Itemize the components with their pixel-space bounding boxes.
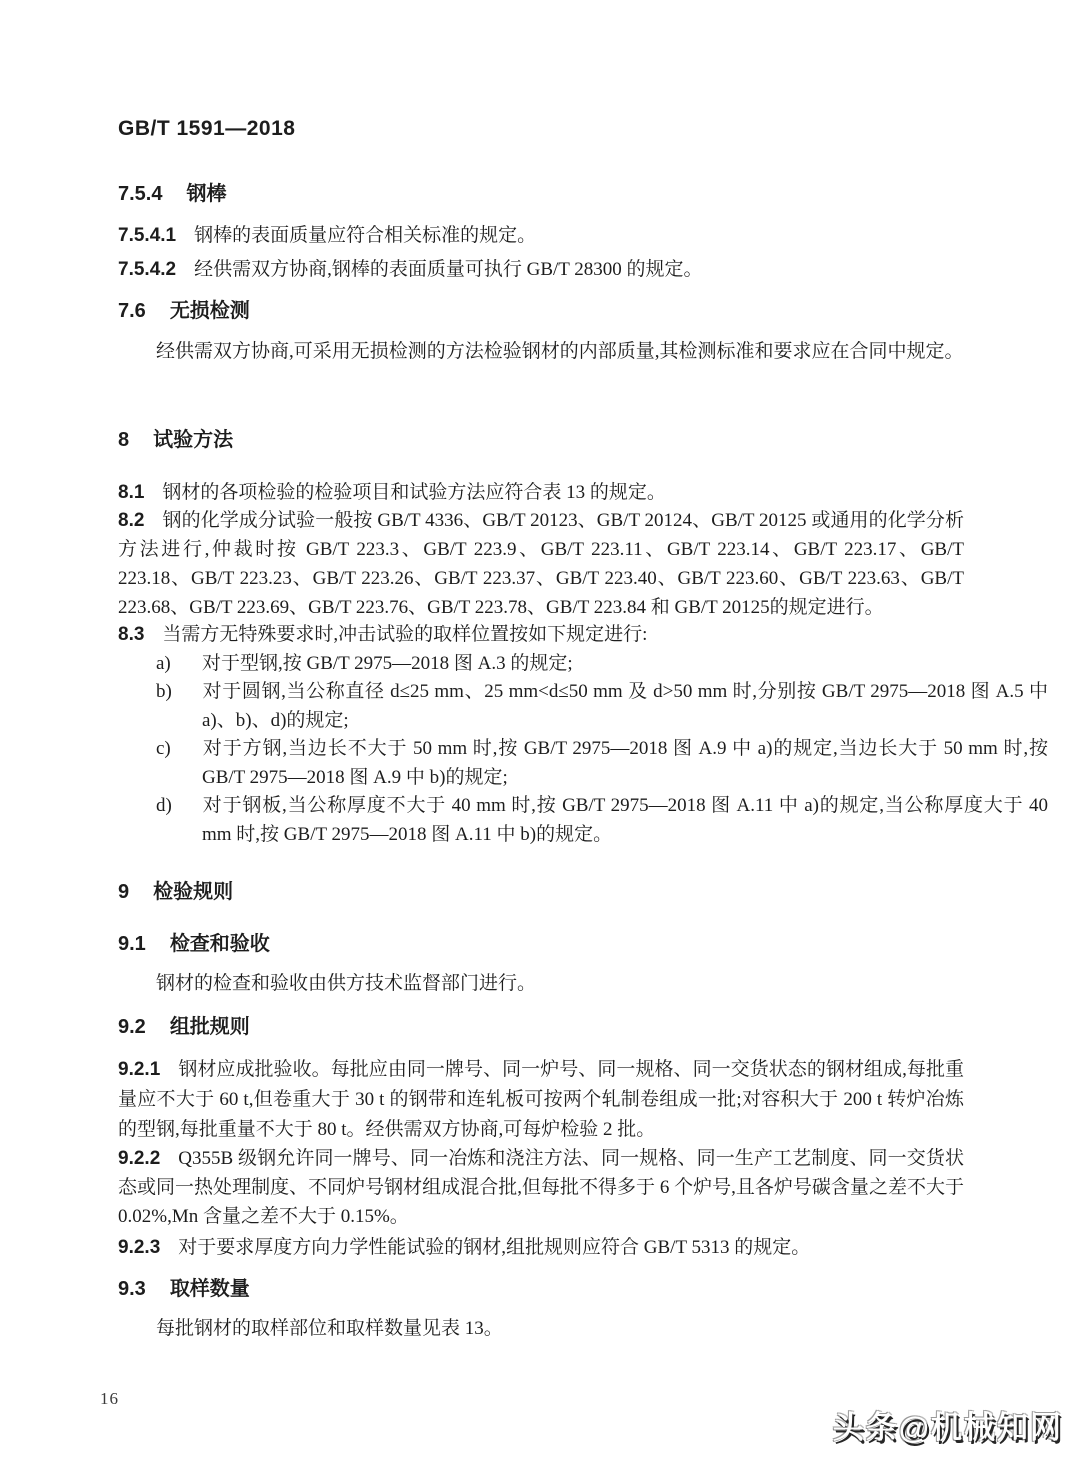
- clause-number: 7.5.4.2: [118, 259, 177, 280]
- clause-text: Q355B 级钢允许同一牌号、同一冶炼和浇注方法、同一规格、同一生产工艺制度、同一交货状态或同一热处理制度、不同炉号钢材组成混合批,但每批不得多于 6 个炉号,且各炉号碳含量之差不大于 0.02%,Mn 含量之差不大于 0.15%。: [118, 1148, 964, 1227]
- clause-text: 钢材的各项检验的检验项目和试验方法应符合表 13 的规定。: [162, 482, 666, 503]
- heading-9: [118, 877, 964, 907]
- heading-7-5-4: [118, 179, 964, 209]
- heading-title: 取样数量: [169, 1278, 250, 1300]
- list-item-text: 对于方钢,当边长不大于 50 mm 时,按 GB/T 2975—2018 图 A.9 中 a)的规定,当边长大于 50 mm 时,按 GB/T 2975—2018 图 A.9 中 b)的规定;: [202, 738, 1048, 788]
- clause-number: 9.2.3: [118, 1237, 161, 1258]
- list-item-text: 对于型钢,按 GB/T 2975—2018 图 A.3 的规定;: [202, 653, 573, 674]
- heading-title: 无损检测: [169, 300, 250, 322]
- clause-8-1: [118, 478, 964, 508]
- heading-title: 组批规则: [169, 1016, 250, 1038]
- clause-number: 9.2.1: [118, 1059, 161, 1080]
- list-item-label: c): [156, 738, 171, 759]
- clause-8-2: [118, 506, 964, 622]
- heading-number: 9.2: [118, 1016, 146, 1038]
- clause-text: 当需方无特殊要求时,冲击试验的取样位置按如下规定进行:: [162, 624, 648, 645]
- clause-8-3: [118, 620, 964, 650]
- clause-text: 对于要求厚度方向力学性能试验的钢材,组批规则应符合 GB/T 5313 的规定。: [178, 1237, 811, 1258]
- clause-9-2-2: [118, 1144, 964, 1231]
- list-item-b: [118, 677, 1048, 735]
- list-item-label: b): [156, 681, 172, 702]
- clause-text: 钢棒的表面质量应符合相关标准的规定。: [194, 225, 537, 246]
- heading-number: 7.5.4: [118, 183, 163, 205]
- clause-number: 8.1: [118, 482, 145, 503]
- standard-number-header: GB/T 1591—2018: [118, 117, 296, 140]
- heading-9-2: [118, 1012, 964, 1042]
- heading-title: 钢棒: [186, 183, 227, 205]
- heading-number: 9.3: [118, 1278, 146, 1300]
- paragraph-9-1: 钢材的检查和验收由供方技术监督部门进行。: [156, 973, 537, 994]
- list-item-label: a): [156, 653, 171, 674]
- page-number: 16: [100, 1389, 119, 1408]
- clause-text: 经供需双方协商,钢棒的表面质量可执行 GB/T 28300 的规定。: [194, 259, 703, 280]
- heading-7-6: [118, 296, 964, 326]
- list-item-text: 对于钢板,当公称厚度不大于 40 mm 时,按 GB/T 2975—2018 图 A.11 中 a)的规定,当公称厚度大于 40 mm 时,按 GB/T 2975—2018 图 A.11 中 b)的规定。: [202, 795, 1048, 845]
- heading-title: 检验规则: [153, 881, 234, 903]
- heading-title: 检查和验收: [169, 933, 270, 955]
- list-item-text: 对于圆钢,当公称直径 d≤25 mm、25 mm<d≤50 mm 及 d>50 mm 时,分别按 GB/T 2975—2018 图 A.5 中 a)、b)、d)的规定;: [202, 681, 1048, 731]
- list-item-d: [118, 791, 1048, 849]
- clause-number: 8.3: [118, 624, 145, 645]
- clause-7-5-4-1: [118, 221, 964, 251]
- heading-9-1: [118, 929, 964, 959]
- heading-9-3: [118, 1274, 964, 1304]
- list-item-c: [118, 734, 1048, 792]
- clause-text: 钢的化学成分试验一般按 GB/T 4336、GB/T 20123、GB/T 20124、GB/T 20125 或通用的化学分析方法进行,仲裁时按 GB/T 223.3、GB/T 223.9、GB/T 223.11、GB/T 223.14、GB/T 223.17、GB/T 223.18、GB/T 223.23、GB/T 223.26、GB/T 223.37、GB/T 223.40、GB/T 223.60、GB/T 223.63、GB/T 223.68、GB/T 223.69、GB/T 223.76、GB/T 223.78、GB/T 223.84 和 GB/T 20125的规定进行。: [118, 510, 964, 618]
- heading-number: 9.1: [118, 933, 146, 955]
- clause-7-5-4-2: [118, 255, 964, 285]
- paragraph-9-3: 每批钢材的取样部位和取样数量见表 13。: [156, 1318, 503, 1339]
- clause-text: 钢材应成批验收。每批应由同一牌号、同一炉号、同一规格、同一交货状态的钢材组成,每批重量应不大于 60 t,但卷重大于 30 t 的钢带和连轧板可按两个轧制卷组成一批;对容积大于 200 t 转炉冶炼的型钢,每批重量不大于 80 t。经供需双方协商,可每炉检验 2 批。: [118, 1059, 964, 1140]
- list-item-label: d): [156, 795, 172, 816]
- heading-number: 9: [118, 881, 130, 903]
- clause-number: 9.2.2: [118, 1148, 161, 1169]
- heading-number: 7.6: [118, 300, 146, 322]
- clause-number: 7.5.4.1: [118, 225, 177, 246]
- paragraph-7-6: 经供需双方协商,可采用无损检测的方法检验钢材的内部质量,其检测标准和要求应在合同中规定。: [156, 341, 964, 362]
- list-item-a: [118, 649, 1048, 678]
- heading-title: 试验方法: [153, 429, 234, 451]
- clause-9-2-3: [118, 1233, 964, 1263]
- watermark-text: 头条@机械知网: [832, 1410, 1063, 1445]
- clause-number: 8.2: [118, 510, 145, 531]
- heading-8: [118, 425, 964, 455]
- clause-9-2-1: [118, 1055, 964, 1145]
- heading-number: 8: [118, 429, 130, 451]
